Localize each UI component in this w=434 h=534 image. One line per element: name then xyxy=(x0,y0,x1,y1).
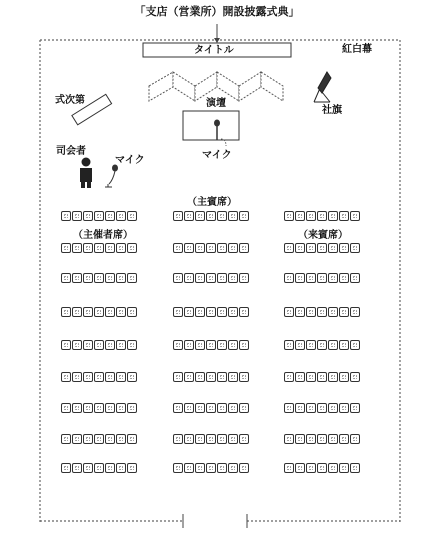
chair-icon xyxy=(116,273,126,283)
chair-row xyxy=(173,211,249,222)
chair-icon xyxy=(350,307,360,317)
chair-row xyxy=(61,372,137,383)
chair-icon xyxy=(284,211,294,221)
chair-icon xyxy=(195,211,205,221)
chair-icon xyxy=(173,434,183,444)
chair-icon xyxy=(127,307,137,317)
chair-icon xyxy=(195,463,205,473)
chair-row xyxy=(284,211,360,222)
chair-icon xyxy=(94,434,104,444)
chair-row xyxy=(284,307,360,318)
chair-icon xyxy=(339,340,349,350)
chair-icon xyxy=(217,273,227,283)
chair-icon xyxy=(317,243,327,253)
chair-icon xyxy=(295,434,305,444)
chair-icon xyxy=(105,243,115,253)
chair-icon xyxy=(72,273,82,283)
chair-icon xyxy=(317,307,327,317)
chair-row xyxy=(284,372,360,383)
chair-icon xyxy=(350,463,360,473)
chair-icon xyxy=(72,211,82,221)
chair-icon xyxy=(306,211,316,221)
chair-icon xyxy=(105,463,115,473)
chair-icon xyxy=(228,372,238,382)
chair-icon xyxy=(83,273,93,283)
chair-icon xyxy=(217,307,227,317)
chair-icon xyxy=(317,273,327,283)
chair-icon xyxy=(184,211,194,221)
chair-icon xyxy=(206,463,216,473)
chair-icon xyxy=(317,434,327,444)
company-flag-label: 社旗 xyxy=(322,105,342,116)
chair-icon xyxy=(328,463,338,473)
chair-icon xyxy=(295,463,305,473)
chair-icon xyxy=(206,340,216,350)
emcee-person-icon xyxy=(80,158,92,189)
chair-icon xyxy=(61,403,71,413)
chair-icon xyxy=(306,463,316,473)
chair-icon xyxy=(295,273,305,283)
chair-icon xyxy=(83,434,93,444)
chair-icon xyxy=(217,403,227,413)
chair-icon xyxy=(239,273,249,283)
chair-icon xyxy=(317,463,327,473)
chair-icon xyxy=(284,463,294,473)
chair-icon xyxy=(83,372,93,382)
chair-icon xyxy=(195,340,205,350)
chair-row xyxy=(284,340,360,351)
chair-icon xyxy=(173,340,183,350)
chair-icon xyxy=(328,273,338,283)
chair-row xyxy=(61,307,137,318)
chair-icon xyxy=(306,307,316,317)
folding-screen xyxy=(149,72,283,101)
podium xyxy=(183,111,239,140)
chair-icon xyxy=(206,273,216,283)
chair-icon xyxy=(105,273,115,283)
chair-icon xyxy=(350,273,360,283)
chair-icon xyxy=(116,340,126,350)
chair-row xyxy=(173,340,249,351)
chair-icon xyxy=(206,307,216,317)
chair-icon xyxy=(94,243,104,253)
chair-icon xyxy=(284,434,294,444)
chair-icon xyxy=(173,211,183,221)
chair-icon xyxy=(83,463,93,473)
chair-icon xyxy=(173,273,183,283)
chair-row xyxy=(61,211,137,222)
chair-icon xyxy=(328,434,338,444)
chair-icon xyxy=(61,243,71,253)
chair-icon xyxy=(72,403,82,413)
chair-row xyxy=(284,434,360,445)
chair-icon xyxy=(306,273,316,283)
chair-icon xyxy=(306,434,316,444)
chair-icon xyxy=(306,372,316,382)
chair-row xyxy=(284,273,360,284)
chair-icon xyxy=(105,434,115,444)
chair-icon xyxy=(284,243,294,253)
chair-icon xyxy=(228,403,238,413)
chair-icon xyxy=(239,243,249,253)
chair-row xyxy=(61,340,137,351)
chair-icon xyxy=(127,372,137,382)
chair-icon xyxy=(173,307,183,317)
chair-row xyxy=(173,463,249,474)
chair-icon xyxy=(239,403,249,413)
chair-icon xyxy=(328,403,338,413)
chair-icon xyxy=(339,273,349,283)
chair-icon xyxy=(239,340,249,350)
chair-icon xyxy=(61,273,71,283)
chair-icon xyxy=(61,211,71,221)
chair-icon xyxy=(217,463,227,473)
chair-icon xyxy=(295,403,305,413)
chair-icon xyxy=(116,372,126,382)
chair-icon xyxy=(317,372,327,382)
chair-icon xyxy=(339,243,349,253)
page-title: 「支店（営業所）開設披露式典」 xyxy=(134,5,300,18)
chair-icon xyxy=(83,211,93,221)
chair-row xyxy=(61,463,137,474)
chair-icon xyxy=(127,211,137,221)
chair-icon xyxy=(306,340,316,350)
chair-icon xyxy=(94,403,104,413)
chair-icon xyxy=(105,340,115,350)
chair-row xyxy=(173,273,249,284)
chair-row xyxy=(173,243,249,254)
chair-icon xyxy=(105,372,115,382)
chair-icon xyxy=(306,243,316,253)
chair-icon xyxy=(295,307,305,317)
chair-icon xyxy=(206,403,216,413)
chair-icon xyxy=(284,273,294,283)
chair-icon xyxy=(228,307,238,317)
chair-icon xyxy=(94,307,104,317)
chair-icon xyxy=(72,243,82,253)
chair-icon xyxy=(94,211,104,221)
chair-icon xyxy=(127,434,137,444)
chair-icon xyxy=(328,307,338,317)
chair-icon xyxy=(83,340,93,350)
chair-icon xyxy=(217,340,227,350)
chair-icon xyxy=(206,372,216,382)
chair-icon xyxy=(284,372,294,382)
chair-icon xyxy=(339,307,349,317)
emcee-label: 司会者 xyxy=(56,146,86,157)
chair-icon xyxy=(317,211,327,221)
chair-icon xyxy=(195,243,205,253)
chair-icon xyxy=(339,211,349,221)
chair-icon xyxy=(83,403,93,413)
chair-icon xyxy=(217,434,227,444)
chair-icon xyxy=(350,372,360,382)
chair-icon xyxy=(228,340,238,350)
chair-row xyxy=(173,372,249,383)
chair-icon xyxy=(184,243,194,253)
company-flag-icon xyxy=(314,72,331,102)
chair-icon xyxy=(72,372,82,382)
chair-icon xyxy=(217,372,227,382)
chair-row xyxy=(61,434,137,445)
chair-icon xyxy=(228,243,238,253)
chair-icon xyxy=(228,211,238,221)
guest-of-honor-label: （主賓席） xyxy=(187,197,237,208)
title-pointer-head xyxy=(214,38,220,43)
program-board-label: 式次第 xyxy=(55,95,85,106)
chair-icon xyxy=(72,463,82,473)
chair-icon xyxy=(72,340,82,350)
chair-icon xyxy=(217,243,227,253)
chair-icon xyxy=(184,340,194,350)
chair-icon xyxy=(173,243,183,253)
chair-row xyxy=(61,243,137,254)
chair-icon xyxy=(195,273,205,283)
chair-icon xyxy=(173,372,183,382)
chair-icon xyxy=(306,403,316,413)
chair-icon xyxy=(127,243,137,253)
chair-icon xyxy=(184,372,194,382)
chair-icon xyxy=(217,211,227,221)
chair-icon xyxy=(339,403,349,413)
chair-icon xyxy=(173,463,183,473)
chair-icon xyxy=(295,372,305,382)
chair-icon xyxy=(184,307,194,317)
chair-icon xyxy=(127,463,137,473)
chair-icon xyxy=(72,307,82,317)
chair-icon xyxy=(184,434,194,444)
chair-icon xyxy=(116,434,126,444)
curtain-label: 紅白幕 xyxy=(342,44,372,55)
chair-icon xyxy=(127,403,137,413)
emcee-mic-label: マイク xyxy=(115,155,145,166)
chair-icon xyxy=(105,307,115,317)
chair-icon xyxy=(339,372,349,382)
chair-icon xyxy=(127,273,137,283)
chair-icon xyxy=(328,372,338,382)
chair-icon xyxy=(295,243,305,253)
chair-icon xyxy=(239,372,249,382)
chair-icon xyxy=(83,307,93,317)
chair-icon xyxy=(350,434,360,444)
podium-mic-label: マイク xyxy=(202,150,232,161)
chair-icon xyxy=(228,273,238,283)
chair-icon xyxy=(195,307,205,317)
chair-icon xyxy=(94,340,104,350)
chair-row xyxy=(284,463,360,474)
chair-icon xyxy=(61,340,71,350)
chair-row xyxy=(61,273,137,284)
chair-icon xyxy=(284,403,294,413)
chair-icon xyxy=(206,434,216,444)
chair-icon xyxy=(239,463,249,473)
chair-icon xyxy=(72,434,82,444)
chair-row xyxy=(173,403,249,414)
chair-icon xyxy=(61,372,71,382)
chair-icon xyxy=(228,434,238,444)
chair-icon xyxy=(94,273,104,283)
chair-icon xyxy=(228,463,238,473)
visitor-seats-label: （来賓席） xyxy=(298,230,348,241)
chair-icon xyxy=(184,273,194,283)
chair-icon xyxy=(195,372,205,382)
chair-icon xyxy=(350,211,360,221)
chair-icon xyxy=(284,340,294,350)
chair-icon xyxy=(350,243,360,253)
chair-icon xyxy=(328,211,338,221)
chair-icon xyxy=(206,243,216,253)
chair-icon xyxy=(195,434,205,444)
chair-icon xyxy=(116,243,126,253)
chair-icon xyxy=(339,463,349,473)
chair-row xyxy=(61,403,137,414)
chair-icon xyxy=(350,340,360,350)
chair-icon xyxy=(61,307,71,317)
chair-icon xyxy=(94,372,104,382)
chair-icon xyxy=(239,211,249,221)
chair-icon xyxy=(317,340,327,350)
chair-row xyxy=(284,403,360,414)
chair-icon xyxy=(295,340,305,350)
chair-icon xyxy=(328,340,338,350)
chair-icon xyxy=(328,243,338,253)
chair-icon xyxy=(105,211,115,221)
chair-icon xyxy=(206,211,216,221)
chair-icon xyxy=(116,307,126,317)
chair-icon xyxy=(116,403,126,413)
chair-icon xyxy=(239,307,249,317)
chair-icon xyxy=(61,463,71,473)
chair-row xyxy=(173,307,249,318)
emcee-mic-icon xyxy=(105,165,118,187)
chair-icon xyxy=(317,403,327,413)
chair-icon xyxy=(94,463,104,473)
chair-icon xyxy=(105,403,115,413)
chair-icon xyxy=(116,463,126,473)
chair-icon xyxy=(184,403,194,413)
chair-icon xyxy=(195,403,205,413)
title-banner-label: タイトル xyxy=(194,45,234,56)
chair-icon xyxy=(284,307,294,317)
chair-icon xyxy=(295,211,305,221)
chair-row xyxy=(284,243,360,254)
chair-icon xyxy=(83,243,93,253)
chair-icon xyxy=(61,434,71,444)
chair-row xyxy=(173,434,249,445)
chair-icon xyxy=(116,211,126,221)
chair-icon xyxy=(350,403,360,413)
chair-icon xyxy=(127,340,137,350)
chair-icon xyxy=(173,403,183,413)
chair-icon xyxy=(184,463,194,473)
chair-icon xyxy=(239,434,249,444)
host-seats-label: （主催者席） xyxy=(73,230,133,241)
podium-label: 演壇 xyxy=(206,98,226,109)
chair-icon xyxy=(339,434,349,444)
